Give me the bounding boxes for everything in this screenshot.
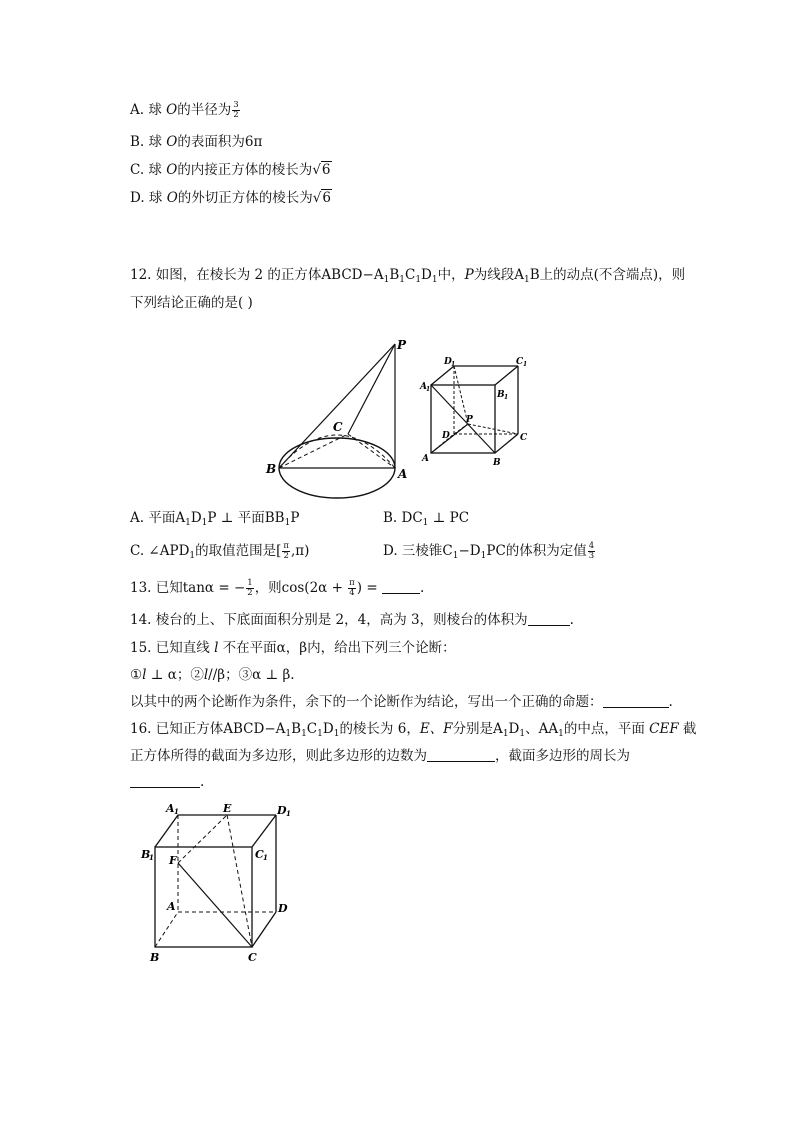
svg-text:D: D: [442, 431, 450, 441]
svg-text:D: D: [278, 902, 288, 915]
q12-figure-sphere-pyramid: [262, 332, 422, 504]
sqrt-expression: √6: [312, 162, 331, 178]
svg-text:C: C: [520, 433, 528, 443]
label-A: A: [398, 467, 408, 481]
label-P: P: [397, 338, 407, 352]
svg-text:1: 1: [263, 853, 268, 862]
answer-blank[interactable]: [382, 579, 420, 594]
q11-option-d: D. 球 O的外切正方体的棱长为√6: [130, 190, 331, 206]
label-B: B: [266, 462, 277, 476]
svg-text:P: P: [466, 415, 473, 425]
q16-figure-cube: [140, 800, 300, 965]
svg-text:C: C: [248, 951, 257, 964]
q12-option-b: B. $DC_1$ ⊥ PC: [383, 510, 470, 528]
q12-option-c: C. $\angle APD_1$的取值范围是[ $\frac{\pi}{2}$ ,π): [130, 541, 310, 561]
fraction: $\frac{3}{2}$: [233, 100, 239, 120]
q12-stem-line2: 下列结论正确的是( ): [130, 295, 253, 311]
svg-text:A: A: [420, 382, 427, 392]
svg-text:A: A: [167, 900, 176, 913]
svg-text:B: B: [493, 458, 501, 468]
q12-option-d: D. 三棱锥$C_1-D_1PC$的体积为定值 $\frac{4}{3}$: [383, 541, 595, 561]
answer-blank-sides[interactable]: [427, 747, 495, 762]
segment-PC: [348, 344, 395, 434]
answer-blank-perimeter[interactable]: [130, 773, 200, 788]
q14: 14. 棱台的上、下底面面积分别是 2，4，高为 3，则棱台的体积为 .: [130, 612, 574, 628]
q11-option-a: A. 球 O的半径为 $\frac{3}{2}$: [130, 100, 239, 120]
q12-stem-line1: 12. 如图，在棱长为 2 的正方体$ABCD-A_1B_1C_1D_1$中，P为线段$A_1B$上的动点(不含端点)，则: [130, 267, 686, 285]
svg-text:D: D: [277, 804, 287, 817]
svg-text:C: C: [516, 357, 524, 367]
q16-line2: 正方体所得的截面为多边形，则此多边形的边数为 ，截面多边形的周长为: [130, 748, 630, 764]
answer-blank[interactable]: [528, 611, 570, 626]
q16-line1: 16. 已知正方体$ABCD-A_1B_1C_1D_1$的棱长为 6，E、F分别是$A_1D_1$、$AA_1$的中点，平面 CEF 截: [130, 721, 697, 739]
q11-option-c: C. 球 O的内接正方体的棱长为√6: [130, 162, 331, 178]
label-C: C: [333, 420, 343, 434]
q15-line1: 15. 已知直线 l 不在平面α，β内，给出下列三个论断：: [130, 640, 456, 656]
q15-line3: 以其中的两个论断作为条件，余下的一个论断作为结论，写出一个正确的命题： .: [130, 694, 673, 710]
q12-figure-cube: [418, 352, 536, 468]
svg-text:1: 1: [426, 386, 431, 393]
svg-text:A: A: [422, 454, 429, 464]
svg-text:A: A: [166, 802, 175, 815]
q12-option-a: A. 平面$A_1D_1P$ ⊥ 平面$BB_1P$: [130, 510, 300, 528]
q15-line2: ①l ⊥ α；②l//β；③α ⊥ β.: [130, 667, 295, 683]
svg-text:B: B: [497, 390, 505, 400]
svg-text:1: 1: [149, 853, 154, 862]
svg-text:1: 1: [286, 809, 291, 818]
svg-text:1: 1: [174, 807, 179, 816]
svg-text:B: B: [150, 951, 160, 964]
svg-text:1: 1: [523, 361, 528, 368]
svg-text:E: E: [223, 802, 232, 815]
svg-text:D: D: [444, 357, 452, 367]
q11-option-b: B. 球 O的表面积为6π: [130, 134, 263, 150]
q13: 13. 已知tanα = − $\frac{1}{2}$ ，则cos(2α + $\frac{\pi}{4}$ ) = .: [130, 578, 425, 598]
svg-text:1: 1: [451, 361, 456, 368]
sqrt-expression: √6: [312, 190, 331, 206]
segment-CA: [348, 434, 395, 468]
svg-text:1: 1: [504, 394, 509, 401]
q16-line3: .: [130, 772, 204, 792]
segment-PB: [279, 344, 395, 468]
svg-text:C: C: [255, 848, 264, 861]
svg-text:B: B: [141, 848, 151, 861]
svg-text:F: F: [169, 854, 177, 867]
answer-blank[interactable]: [603, 693, 669, 708]
